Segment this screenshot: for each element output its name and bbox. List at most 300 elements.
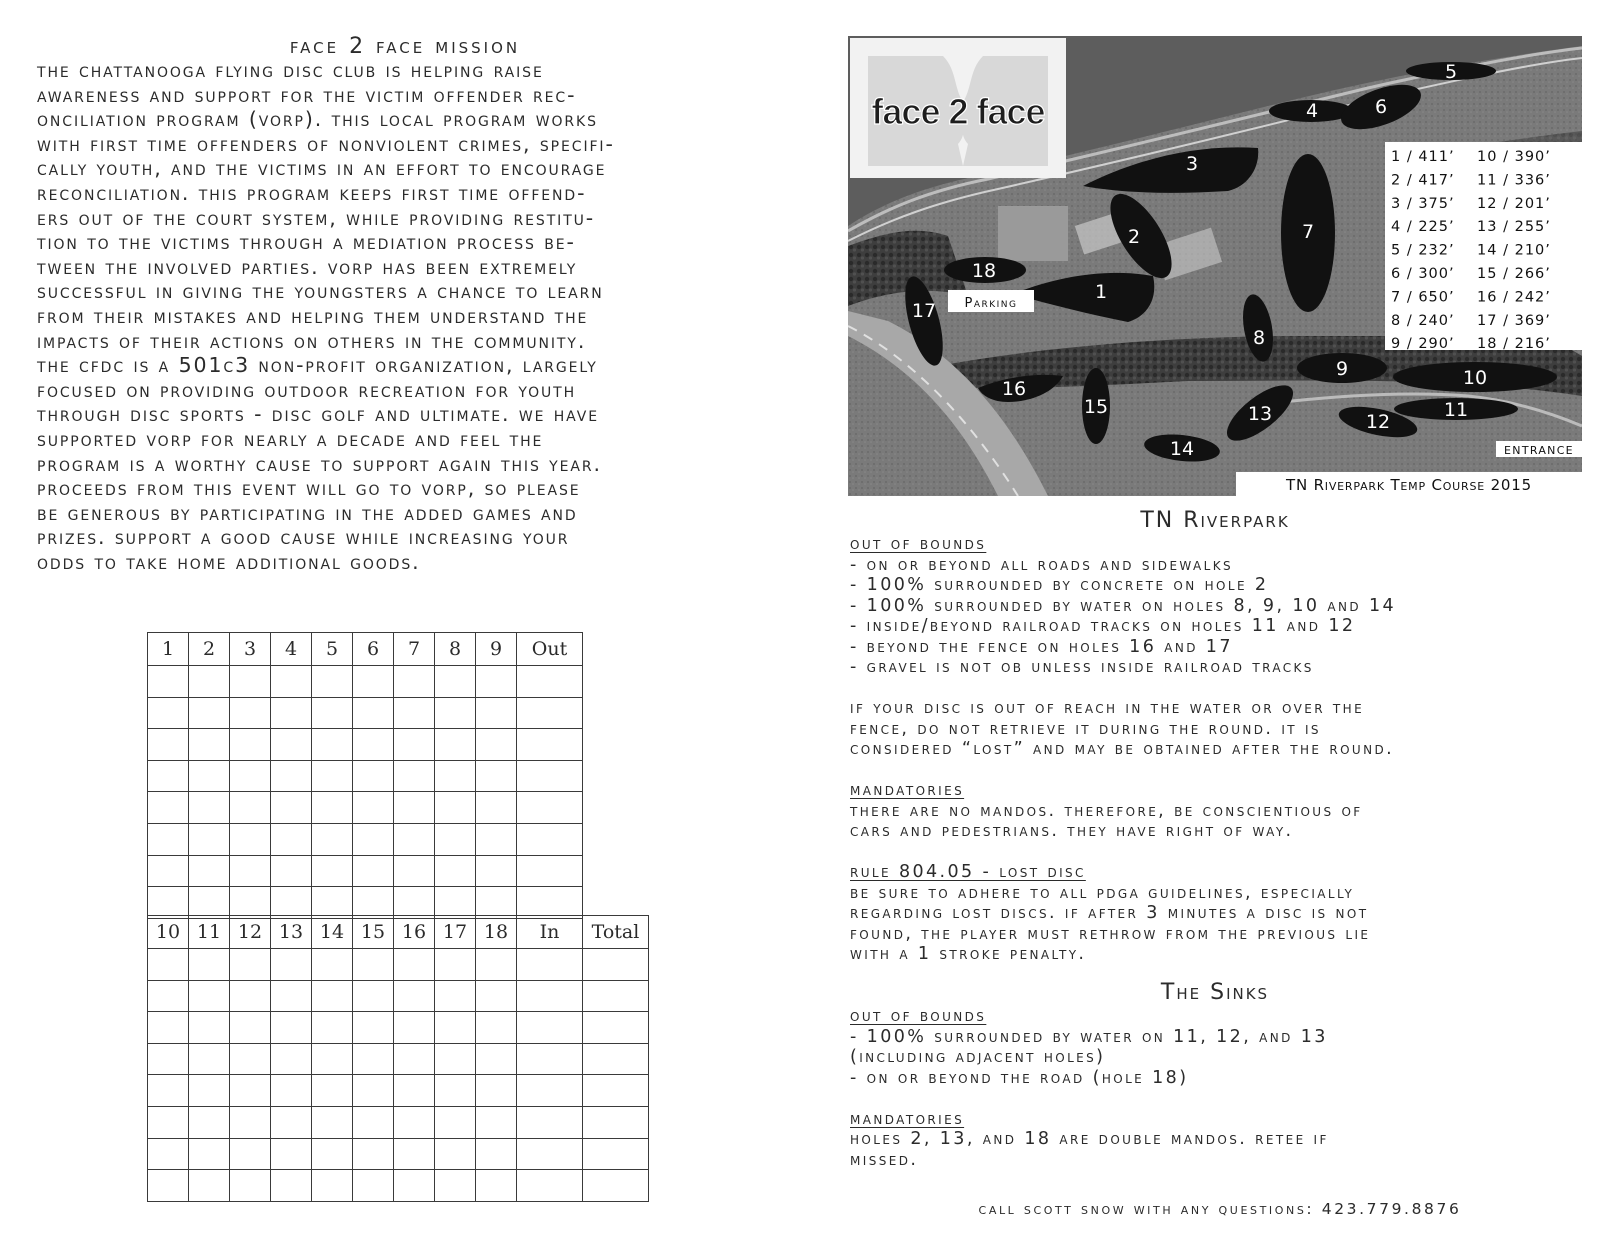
- front-score-cell[interactable]: [230, 666, 271, 698]
- front-score-row: [148, 823, 583, 855]
- back-score-cell[interactable]: [394, 1170, 435, 1202]
- hole-5-label: 5: [1444, 61, 1458, 83]
- back-score-cell[interactable]: [476, 1170, 517, 1202]
- riverpark-rule-line: found, the player must rethrow from the previous lie: [850, 923, 1371, 944]
- mission-line: cally youth, and the victims in an effort to encourage: [37, 156, 607, 181]
- hole-6-label: 6: [1374, 96, 1388, 118]
- hole-17-label: 17: [911, 300, 937, 322]
- front-score-cell[interactable]: [353, 855, 394, 887]
- mission-line: onciliation program (vorp). this local program works: [37, 107, 598, 132]
- contact-line: call scott snow with any questions: 423.779.8876: [978, 1200, 1462, 1218]
- back-score-cell[interactable]: [517, 1106, 583, 1138]
- riverpark-rule-text: [850, 883, 1590, 965]
- scorecard-back-nine: [147, 915, 649, 1202]
- riverpark-mando-line: there are no mandos. therefore, be conscientious of: [850, 800, 1363, 821]
- front-score-cell[interactable]: [148, 666, 189, 698]
- distance-row: 9 / 290’ 18 / 216’: [1391, 336, 1551, 353]
- back-score-cell[interactable]: [353, 1106, 394, 1138]
- front-header-cell: 2: [189, 633, 230, 666]
- front-score-cell[interactable]: [476, 666, 517, 698]
- front-score-cell[interactable]: [148, 855, 189, 887]
- hole-8-label: 8: [1252, 327, 1266, 349]
- hole-18-label: 18: [971, 260, 997, 282]
- back-score-cell[interactable]: [583, 1075, 649, 1107]
- back-score-cell[interactable]: [271, 1012, 312, 1044]
- front-score-cell[interactable]: [312, 887, 353, 919]
- distance-row: 3 / 375’ 12 / 201’: [1391, 195, 1551, 212]
- back-header-cell: 16: [394, 916, 435, 949]
- front-score-cell[interactable]: [435, 855, 476, 887]
- front-score-cell[interactable]: [476, 760, 517, 792]
- back-header-cell: 12: [230, 916, 271, 949]
- hole-16-label: 16: [1001, 378, 1027, 400]
- riverpark-ob-item: - 100% surrounded by concrete on hole 2: [850, 575, 1269, 595]
- back-score-cell[interactable]: [230, 1170, 271, 1202]
- riverpark-rule-line: regarding lost discs. if after 3 minutes a disc is not: [850, 903, 1369, 923]
- back-score-cell[interactable]: [394, 1075, 435, 1107]
- back-score-cell[interactable]: [394, 1138, 435, 1170]
- back-score-row: [148, 949, 649, 981]
- back-header-cell: 13: [271, 916, 312, 949]
- front-score-row: [148, 729, 583, 761]
- front-score-cell[interactable]: [517, 855, 583, 887]
- front-score-cell[interactable]: [271, 729, 312, 761]
- front-score-cell[interactable]: [435, 729, 476, 761]
- mission-line: from their mistakes and helping them understand the: [37, 303, 589, 328]
- front-header-cell: 9: [476, 633, 517, 666]
- riverpark-mando-text: [850, 801, 1590, 842]
- back-header-cell: 15: [353, 916, 394, 949]
- front-score-cell[interactable]: [353, 792, 394, 824]
- map-caption: TN Riverpark Temp Course 2015: [1286, 476, 1532, 494]
- front-score-cell[interactable]: [517, 760, 583, 792]
- distance-row: 7 / 650’ 16 / 242’: [1391, 289, 1551, 306]
- back-score-cell[interactable]: [189, 1106, 230, 1138]
- mission-line: supported vorp for nearly a decade and feel the: [37, 426, 544, 451]
- front-score-cell[interactable]: [394, 760, 435, 792]
- front-score-cell[interactable]: [312, 666, 353, 698]
- sinks-mando-text: [850, 1129, 1590, 1170]
- front-header-cell: 6: [353, 633, 394, 666]
- front-score-cell[interactable]: [189, 823, 230, 855]
- back-score-cell[interactable]: [435, 1138, 476, 1170]
- course-map: [848, 36, 1582, 496]
- back-score-row: [148, 980, 649, 1012]
- front-score-cell[interactable]: [394, 697, 435, 729]
- front-score-cell[interactable]: [148, 697, 189, 729]
- front-score-cell[interactable]: [435, 666, 476, 698]
- front-score-cell[interactable]: [189, 760, 230, 792]
- back-score-cell[interactable]: [271, 980, 312, 1012]
- riverpark-ob-item: - on or beyond all roads and sidewalks: [850, 554, 1234, 575]
- back-score-cell[interactable]: [583, 949, 649, 981]
- front-score-cell[interactable]: [353, 666, 394, 698]
- riverpark-ob-item: - inside/beyond railroad tracks on holes 11 and 12: [850, 616, 1356, 636]
- back-score-row: [148, 1075, 649, 1107]
- back-header-cell: Total: [583, 916, 649, 949]
- front-score-cell[interactable]: [353, 887, 394, 919]
- back-score-cell[interactable]: [271, 1106, 312, 1138]
- riverpark-rules: [850, 534, 1590, 965]
- mission-line: be generous by participating in the added games and: [37, 500, 578, 525]
- back-score-row: [148, 1012, 649, 1044]
- back-score-cell[interactable]: [189, 1170, 230, 1202]
- front-score-cell[interactable]: [476, 855, 517, 887]
- front-score-row: [148, 792, 583, 824]
- front-score-cell[interactable]: [476, 823, 517, 855]
- back-header-cell: 11: [189, 916, 230, 949]
- front-score-cell[interactable]: [312, 823, 353, 855]
- back-score-cell[interactable]: [353, 1138, 394, 1170]
- sinks-ob-line: (including adjacent holes): [850, 1047, 1106, 1067]
- front-score-row: [148, 760, 583, 792]
- mission-line: with first time offenders of nonviolent crimes, specifi-: [37, 131, 615, 156]
- riverpark-ob-heading: out of bounds: [850, 534, 987, 554]
- front-score-cell[interactable]: [312, 855, 353, 887]
- front-score-cell[interactable]: [312, 792, 353, 824]
- back-score-cell[interactable]: [230, 1138, 271, 1170]
- back-score-cell[interactable]: [583, 1012, 649, 1044]
- sinks-mando-heading: mandatories: [850, 1108, 965, 1129]
- back-score-cell[interactable]: [148, 1170, 189, 1202]
- front-score-cell[interactable]: [353, 697, 394, 729]
- scorecard-front-nine: [147, 632, 583, 919]
- front-score-cell[interactable]: [476, 697, 517, 729]
- mission-line: tion to the victims through a mediation process be-: [37, 230, 576, 255]
- front-score-cell[interactable]: [435, 792, 476, 824]
- front-score-cell[interactable]: [517, 666, 583, 698]
- back-header-cell: In: [517, 916, 583, 949]
- riverpark-rule-heading: rule 804.05 - lost disc: [850, 862, 1086, 882]
- back-score-cell[interactable]: [517, 1043, 583, 1075]
- front-score-cell[interactable]: [230, 697, 271, 729]
- riverpark-lost-line: considered “lost” and may be obtained after the round.: [850, 739, 1395, 759]
- back-score-cell[interactable]: [271, 1170, 312, 1202]
- mission-title: face 2 face mission: [289, 34, 521, 59]
- back-score-cell[interactable]: [353, 1012, 394, 1044]
- front-score-cell[interactable]: [312, 760, 353, 792]
- distance-row: 8 / 240’ 17 / 369’: [1391, 312, 1551, 329]
- back-header-cell: 10: [148, 916, 189, 949]
- back-score-cell[interactable]: [312, 1043, 353, 1075]
- front-score-cell[interactable]: [189, 792, 230, 824]
- riverpark-ob-list: [850, 555, 1590, 678]
- back-score-cell[interactable]: [189, 1043, 230, 1075]
- front-header-cell: 5: [312, 633, 353, 666]
- front-header-cell: 1: [148, 633, 189, 666]
- hole-9-label: 9: [1335, 358, 1349, 380]
- front-score-cell[interactable]: [148, 792, 189, 824]
- front-score-cell[interactable]: [394, 887, 435, 919]
- mission-line: the cfdc is a 501c3 non-profit organization, largely: [37, 353, 598, 378]
- front-score-row: [148, 887, 583, 919]
- back-score-cell[interactable]: [148, 1043, 189, 1075]
- back-score-cell[interactable]: [476, 1106, 517, 1138]
- front-header-cell: 8: [435, 633, 476, 666]
- front-score-cell[interactable]: [435, 697, 476, 729]
- distance-row: 4 / 225’ 13 / 255’: [1391, 219, 1551, 236]
- sinks-ob-list: [850, 1027, 1590, 1089]
- front-score-cell[interactable]: [435, 760, 476, 792]
- hole-4-label: 4: [1305, 100, 1319, 122]
- back-score-cell[interactable]: [517, 980, 583, 1012]
- riverpark-lost-line: fence, do not retrieve it during the round. it is: [850, 718, 1321, 739]
- back-score-cell[interactable]: [230, 980, 271, 1012]
- back-score-cell[interactable]: [353, 1170, 394, 1202]
- front-score-cell[interactable]: [271, 792, 312, 824]
- back-score-cell[interactable]: [476, 949, 517, 981]
- front-score-cell[interactable]: [394, 823, 435, 855]
- hole-2-label: 2: [1127, 226, 1141, 248]
- back-score-cell[interactable]: [189, 1075, 230, 1107]
- front-score-cell[interactable]: [271, 887, 312, 919]
- front-score-cell[interactable]: [517, 697, 583, 729]
- mission-line: the chattanooga flying disc club is helping raise: [37, 58, 544, 82]
- back-score-cell[interactable]: [517, 1012, 583, 1044]
- front-score-cell[interactable]: [476, 792, 517, 824]
- hole-7-label: 7: [1301, 221, 1315, 243]
- front-score-cell[interactable]: [230, 760, 271, 792]
- back-score-cell[interactable]: [312, 1075, 353, 1107]
- back-score-cell[interactable]: [394, 1012, 435, 1044]
- hole-10-label: 10: [1462, 367, 1488, 389]
- riverpark-ob-item: - 100% surrounded by water on holes 8, 9, 10 and 14: [850, 595, 1397, 616]
- front-score-cell[interactable]: [189, 697, 230, 729]
- front-score-cell[interactable]: [394, 666, 435, 698]
- front-score-cell[interactable]: [189, 729, 230, 761]
- mission-line: prizes. support a good cause while increasing your: [37, 525, 570, 550]
- front-score-cell[interactable]: [394, 792, 435, 824]
- back-score-cell[interactable]: [517, 1138, 583, 1170]
- back-score-row: [148, 1170, 649, 1202]
- back-score-cell[interactable]: [435, 1012, 476, 1044]
- back-score-cell[interactable]: [271, 949, 312, 981]
- distance-row: 5 / 232’ 14 / 210’: [1391, 242, 1551, 259]
- front-score-cell[interactable]: [148, 887, 189, 919]
- front-score-cell[interactable]: [148, 729, 189, 761]
- front-score-cell[interactable]: [394, 729, 435, 761]
- parking-lot-area: [998, 206, 1068, 261]
- back-score-cell[interactable]: [476, 1043, 517, 1075]
- front-score-cell[interactable]: [230, 855, 271, 887]
- front-score-cell[interactable]: [148, 760, 189, 792]
- parking-label: Parking: [964, 296, 1018, 311]
- back-score-cell[interactable]: [230, 1075, 271, 1107]
- face2face-logo: [850, 38, 1066, 178]
- back-score-cell[interactable]: [517, 1075, 583, 1107]
- mission-line: through disc sports - disc golf and ultimate. we have: [37, 402, 599, 427]
- mission-line: program is a worthy cause to support again this year.: [37, 451, 602, 476]
- sinks-title: The Sinks: [1160, 980, 1270, 1005]
- entrance-label: entrance: [1504, 444, 1574, 457]
- mission-paragraph: [37, 58, 777, 574]
- hole-13-label: 13: [1247, 403, 1273, 425]
- back-score-cell[interactable]: [353, 1075, 394, 1107]
- back-score-cell[interactable]: [148, 1075, 189, 1107]
- front-score-cell[interactable]: [353, 760, 394, 792]
- front-header-cell: Out: [517, 633, 583, 666]
- back-score-cell[interactable]: [583, 1106, 649, 1138]
- front-score-cell[interactable]: [189, 666, 230, 698]
- front-header-cell: 3: [230, 633, 271, 666]
- front-score-cell[interactable]: [435, 823, 476, 855]
- back-score-cell[interactable]: [435, 980, 476, 1012]
- back-score-cell[interactable]: [476, 1138, 517, 1170]
- mission-line: successful in giving the youngsters a chance to learn: [37, 279, 604, 304]
- back-score-cell[interactable]: [189, 980, 230, 1012]
- riverpark-rule-line: with a 1 stroke penalty.: [850, 944, 1087, 964]
- front-score-row: [148, 855, 583, 887]
- front-score-cell[interactable]: [517, 823, 583, 855]
- hole-15-label: 15: [1083, 396, 1109, 418]
- sinks-rules: [850, 1006, 1590, 1170]
- back-score-cell[interactable]: [435, 1106, 476, 1138]
- front-score-cell[interactable]: [271, 823, 312, 855]
- mission-line: tween the involved parties. vorp has been extremely: [37, 254, 578, 279]
- front-score-row: [148, 666, 583, 698]
- back-score-cell[interactable]: [583, 1170, 649, 1202]
- back-score-cell[interactable]: [271, 1138, 312, 1170]
- back-score-cell[interactable]: [148, 1106, 189, 1138]
- back-score-cell[interactable]: [476, 1075, 517, 1107]
- back-header-cell: 17: [435, 916, 476, 949]
- mission-line: reconciliation. this program keeps first time offend-: [37, 180, 587, 205]
- riverpark-rule-line: be sure to adhere to all pdga guidelines, especially: [850, 882, 1355, 903]
- hole-1-label: 1: [1094, 281, 1108, 303]
- front-score-cell[interactable]: [435, 887, 476, 919]
- front-score-row: [148, 697, 583, 729]
- back-header-cell: 14: [312, 916, 353, 949]
- back-score-cell[interactable]: [583, 1043, 649, 1075]
- back-score-cell[interactable]: [394, 1043, 435, 1075]
- back-score-cell[interactable]: [312, 1170, 353, 1202]
- front-score-cell[interactable]: [271, 855, 312, 887]
- riverpark-ob-item: - gravel is not ob unless inside railroad tracks: [850, 657, 1314, 677]
- back-score-cell[interactable]: [148, 1012, 189, 1044]
- riverpark-lost-text: [850, 698, 1590, 760]
- front-score-cell[interactable]: [476, 887, 517, 919]
- back-score-cell[interactable]: [394, 1106, 435, 1138]
- front-score-cell[interactable]: [189, 855, 230, 887]
- back-score-cell[interactable]: [189, 1012, 230, 1044]
- back-score-cell[interactable]: [435, 1043, 476, 1075]
- riverpark-lost-line: if your disc is out of reach in the water or over the: [850, 698, 1365, 718]
- hole-11-label: 11: [1443, 399, 1469, 421]
- back-score-cell[interactable]: [583, 980, 649, 1012]
- front-score-cell[interactable]: [271, 697, 312, 729]
- back-score-cell[interactable]: [353, 1043, 394, 1075]
- front-score-cell[interactable]: [394, 855, 435, 887]
- front-score-cell[interactable]: [353, 823, 394, 855]
- front-score-cell[interactable]: [271, 666, 312, 698]
- back-score-cell[interactable]: [435, 949, 476, 981]
- front-score-cell[interactable]: [230, 729, 271, 761]
- back-score-cell[interactable]: [583, 1138, 649, 1170]
- sinks-mando-line: holes 2, 13, and 18 are double mandos. retee if: [850, 1129, 1329, 1149]
- front-header-cell: 7: [394, 633, 435, 666]
- back-score-cell[interactable]: [230, 1043, 271, 1075]
- front-score-cell[interactable]: [230, 792, 271, 824]
- front-score-cell[interactable]: [517, 729, 583, 761]
- back-score-cell[interactable]: [271, 1075, 312, 1107]
- mission-line: impacts of their actions on others in the community.: [37, 328, 587, 353]
- front-score-cell[interactable]: [353, 729, 394, 761]
- hole-12-label: 12: [1365, 411, 1391, 433]
- front-score-cell[interactable]: [230, 823, 271, 855]
- sinks-ob-line: - 100% surrounded by water on 11, 12, and 13: [850, 1026, 1328, 1047]
- back-score-cell[interactable]: [517, 1170, 583, 1202]
- hole-3-label: 3: [1185, 153, 1199, 175]
- back-score-cell[interactable]: [476, 1012, 517, 1044]
- front-score-cell[interactable]: [312, 697, 353, 729]
- back-score-cell[interactable]: [230, 1106, 271, 1138]
- back-score-cell[interactable]: [148, 949, 189, 981]
- back-score-cell[interactable]: [189, 949, 230, 981]
- back-score-cell[interactable]: [271, 1043, 312, 1075]
- back-score-row: [148, 1138, 649, 1170]
- sinks-ob-heading: out of bounds: [850, 1006, 987, 1026]
- back-score-cell[interactable]: [312, 1012, 353, 1044]
- riverpark-mando-heading: mandatories: [850, 780, 965, 800]
- back-score-cell[interactable]: [312, 980, 353, 1012]
- front-header-cell: 4: [271, 633, 312, 666]
- sinks-ob-line: - on or beyond the road (hole 18): [850, 1067, 1189, 1088]
- riverpark-ob-item: - beyond the fence on holes 16 and 17: [850, 636, 1233, 657]
- back-score-cell[interactable]: [312, 1138, 353, 1170]
- sinks-mando-line: missed.: [850, 1149, 919, 1170]
- back-score-row: [148, 1043, 649, 1075]
- back-score-cell[interactable]: [394, 980, 435, 1012]
- back-score-cell[interactable]: [353, 949, 394, 981]
- back-score-cell[interactable]: [517, 949, 583, 981]
- back-score-cell[interactable]: [353, 980, 394, 1012]
- back-score-cell[interactable]: [435, 1075, 476, 1107]
- front-score-cell[interactable]: [148, 823, 189, 855]
- front-score-cell[interactable]: [230, 887, 271, 919]
- back-score-cell[interactable]: [148, 1138, 189, 1170]
- back-score-cell[interactable]: [189, 1138, 230, 1170]
- hole-14-label: 14: [1169, 438, 1195, 460]
- back-score-cell[interactable]: [312, 949, 353, 981]
- mission-line: awareness and support for the victim offender rec-: [37, 82, 577, 107]
- back-score-cell[interactable]: [476, 980, 517, 1012]
- front-score-cell[interactable]: [517, 792, 583, 824]
- front-score-cell[interactable]: [476, 729, 517, 761]
- back-score-cell[interactable]: [394, 949, 435, 981]
- back-score-row: [148, 1106, 649, 1138]
- front-score-cell[interactable]: [312, 729, 353, 761]
- back-score-cell[interactable]: [230, 1012, 271, 1044]
- back-header-cell: 18: [476, 916, 517, 949]
- mission-line: proceeds from this event will go to vorp, so please: [37, 476, 581, 501]
- riverpark-mando-line: cars and pedestrians. they have right of way.: [850, 821, 1294, 841]
- front-score-cell[interactable]: [271, 760, 312, 792]
- mission-line: ers out of the court system, while providing restitu-: [37, 205, 596, 230]
- mission-line: odds to take home additional goods.: [37, 549, 421, 574]
- distance-row: 2 / 417’ 11 / 336’: [1391, 172, 1551, 189]
- back-score-cell[interactable]: [148, 980, 189, 1012]
- front-score-cell[interactable]: [189, 887, 230, 919]
- back-score-cell[interactable]: [230, 949, 271, 981]
- distance-row: 1 / 411’ 10 / 390’: [1391, 149, 1551, 165]
- back-score-cell[interactable]: [312, 1106, 353, 1138]
- mission-line: focused on providing outdoor recreation for youth: [37, 377, 577, 402]
- back-score-cell[interactable]: [435, 1170, 476, 1202]
- logo-text: face 2 face: [871, 91, 1045, 132]
- front-score-cell[interactable]: [517, 887, 583, 919]
- distance-row: 6 / 300’ 15 / 266’: [1391, 266, 1551, 282]
- distance-table: [1385, 142, 1582, 352]
